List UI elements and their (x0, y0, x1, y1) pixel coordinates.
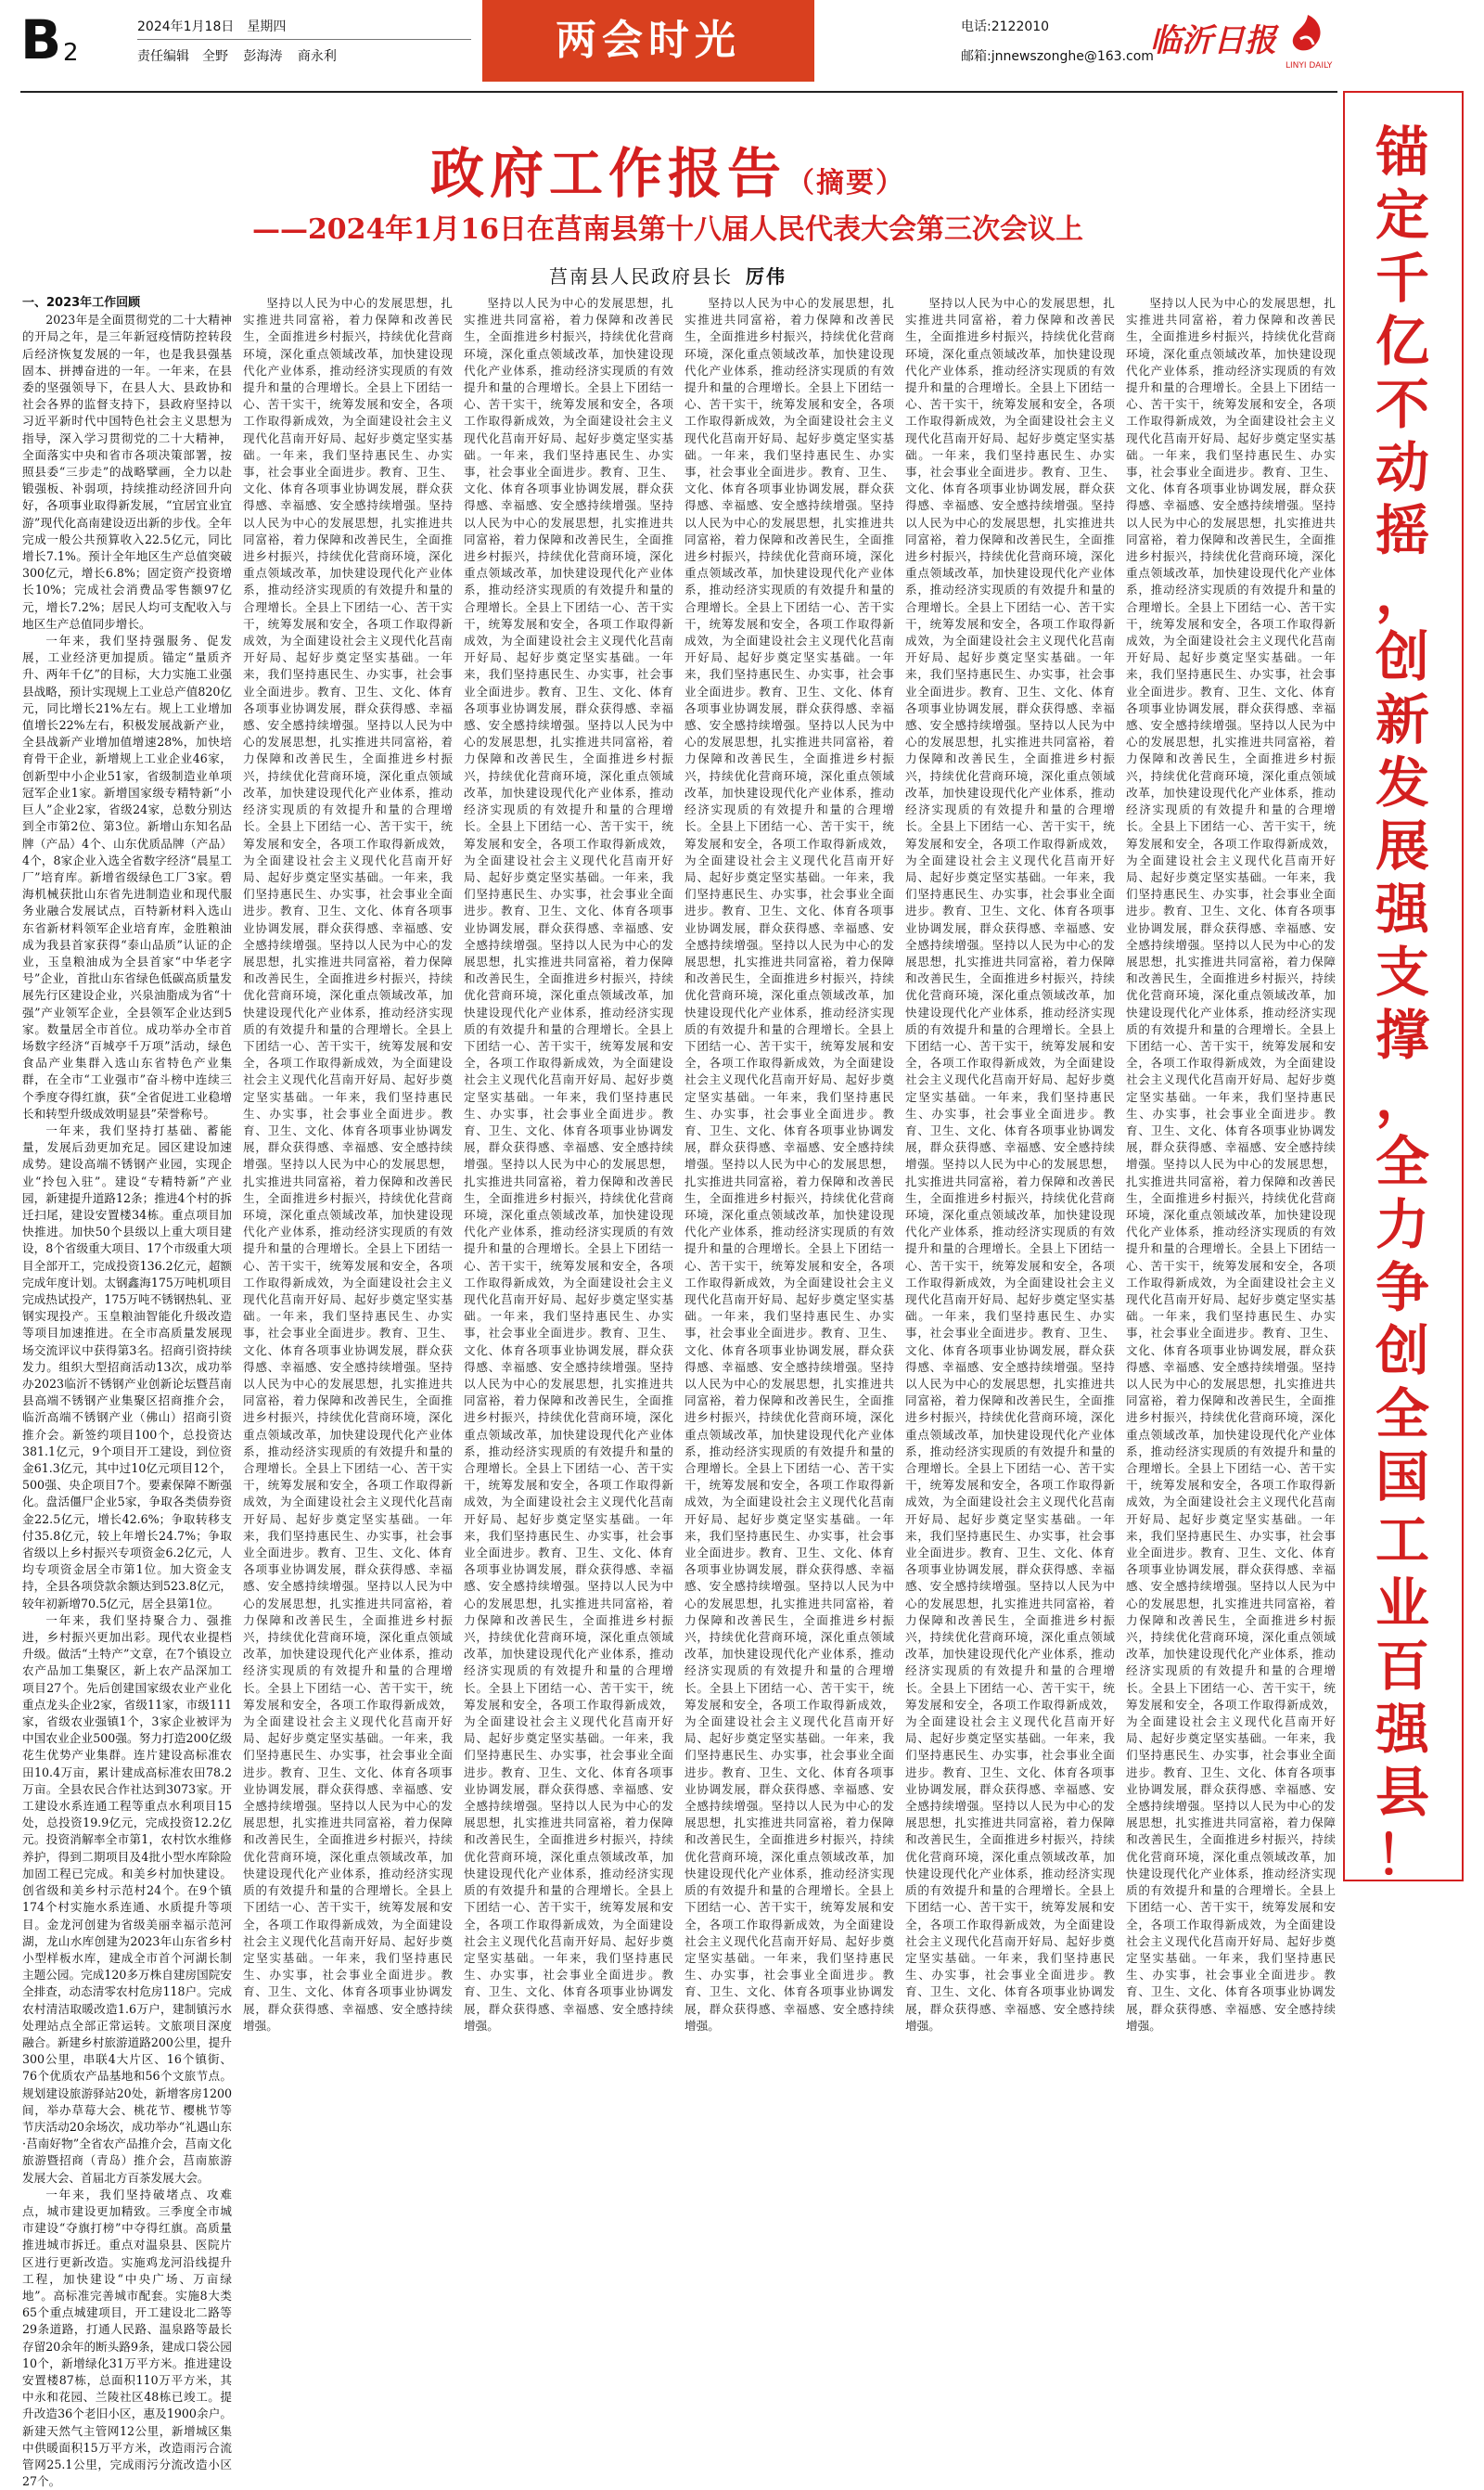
author-role: 莒南县人民政府县长 (549, 265, 733, 288)
slogan-char: 争 (1375, 1256, 1429, 1319)
column-4 (684, 295, 894, 2033)
top-rule (20, 91, 1337, 93)
slogan-char: 力 (1375, 1193, 1429, 1256)
column-2 (243, 295, 453, 2033)
newspaper-name: 临沂日报 (1150, 22, 1276, 59)
title-main: 政府工作报告 (429, 142, 787, 205)
slogan-char: 创 (1375, 625, 1429, 688)
slogan-char: 强 (1375, 878, 1429, 941)
issue-date: 2024年1月18日 星期四 (137, 19, 287, 34)
slogan-char: 千 (1375, 247, 1429, 310)
paragraph: 一年来，我们坚持打基础、蓄能量，发展后劲更加充足。园区建设加速成势。建设高端不锈钢产业园，实现企业“拎包入驻”。建设“专精特新”产业园，新建提升道路12条；推进4个村的拆迁扫尾，建设安置楼34栋。重点项目加快推进。加快50个县级以上重大项目建设，8个省级重大项目、17个市级重大项目全部开工，完成投资136.2亿元，超额完成年度计划。太钢鑫海175万吨机项目完成热试投产，175万吨不锈钢热轧、亚钢实现投产。玉皇粮油智能化升级改造等项目加速推进。在全市高质量发展现场交流评议中获得第3名。招商引资持续发力。组织大型招商活动13次，成功举办2023临沂不锈钢产业创新论坛暨莒南县高端不锈钢产业集聚区招商推介会，临沂高端不锈钢产业（佛山）招商引资推介会。新签约项目100个，总投资达381.1亿元，9个项目开工建设，到位资金61.3亿元，其中过10亿元项目12个，500强、央企项目7个。要素保障不断强化。盘活僵尸企业5家，争取各类债券资金22.5亿元，增长42.6%；争取转移支付35.8亿元，较上年增长24.7%；争取省级以上乡村振兴专项资金6.2亿元，人均专项资金居全市第1位。加大资金支持，全县各项贷款余额达到523.8亿元，较年初新增70.5亿元，居全县第1位。 (22, 1123, 232, 1611)
slogan-char: 锚 (1375, 121, 1429, 184)
slogan-char: ！ (1375, 1824, 1429, 1887)
paragraph: 一年来，我们坚持聚合力、强推进，乡村振兴更加出彩。现代农业提档升级。做活“土特产”文章，在7个镇设立农产品加工集聚区，新上农产品深加工项目27个。先后创建国家级农业产业化重点龙头企业2家，省级11家，市级111家，省级农业强镇1个，3家企业被评为中国农业企业500强。努力打造200亿级花生优势产业集群。连片建设高标准农田10.4万亩，累计建成高标准农田78.2万亩。全县农民合作社达到3073家。开工建设水系连通工程等重点水利项目15处，总投资19.9亿元，完成投资12.2亿元。投资消解率全市第1，农村饮水维修养护，得到二期项目及4批小型水库除险加固工程已完成。和美乡村加快建设。创省级和美乡村示范村24个。在9个镇174个村实施水系连通、水质提升等项目。金龙河创建为省级美丽幸福示范河湖，龙山水库创建为2023年山东省乡村小型样板水库，建成全市首个河湖长制主题公园。完成120多万株自建房国院安全排查，动态清零农村危房118户。完成农村清洁取暖改造1.6万户，建制镇污水处理站点全部正常运转。文旅项目深度融合。新建乡村旅游道路200公里，提升300公里，串联4大片区、16个镇街、76个优质农产品基地和56个文旅节点。规划建设旅游驿站20处，新增客房1200间，举办草莓大会、桃花节、樱桃节等节庆活动20余场次，成功举办“礼遇山东·莒南好物”全省农产品推介会，莒南文化旅游暨招商（青岛）推介会，莒南旅游发展大会、首届北方百茶发展大会。 (22, 1612, 232, 2185)
slogan-char: 摇 (1375, 499, 1429, 562)
paragraph: 坚持以人民为中心的发展思想，扎实推进共同富裕，着力保障和改善民生，全面推进乡村振兴，持续优化营商环境，深化重点领域改革，加快建设现代化产业体系，推动经济实现质的有效提升和量的合理增长。全县上下团结一心、苦干实干，统筹发展和安全，各项工作取得新成效，为全面建设社会主义现代化莒南开好局、起好步奠定坚实基础。一年来，我们坚持惠民生、办实事，社会事业全面进步。教育、卫生、文化、体育各项事业协调发展，群众获得感、幸福感、安全感持续增强。坚持以人民为中心的发展思想，扎实推进共同富裕，着力保障和改善民生，全面推进乡村振兴，持续优化营商环境，深化重点领域改革，加快建设现代化产业体系，推动经济实现质的有效提升和量的合理增长。全县上下团结一心、苦干实干，统筹发展和安全，各项工作取得新成效，为全面建设社会主义现代化莒南开好局、起好步奠定坚实基础。一年来，我们坚持惠民生、办实事，社会事业全面进步。教育、卫生、文化、体育各项事业协调发展，群众获得感、幸福感、安全感持续增强。坚持以人民为中心的发展思想，扎实推进共同富裕，着力保障和改善民生，全面推进乡村振兴，持续优化营商环境，深化重点领域改革，加快建设现代化产业体系，推动经济实现质的有效提升和量的合理增长。全县上下团结一心、苦干实干，统筹发展和安全，各项工作取得新成效，为全面建设社会主义现代化莒南开好局、起好步奠定坚实基础。一年来，我们坚持惠民生、办实事，社会事业全面进步。教育、卫生、文化、体育各项事业协调发展，群众获得感、幸福感、安全感持续增强。坚持以人民为中心的发展思想，扎实推进共同富裕，着力保障和改善民生，全面推进乡村振兴，持续优化营商环境，深化重点领域改革，加快建设现代化产业体系，推动经济实现质的有效提升和量的合理增长。全县上下团结一心、苦干实干，统筹发展和安全，各项工作取得新成效，为全面建设社会主义现代化莒南开好局、起好步奠定坚实基础。一年来，我们坚持惠民生、办实事，社会事业全面进步。教育、卫生、文化、体育各项事业协调发展，群众获得感、幸福感、安全感持续增强。坚持以人民为中心的发展思想，扎实推进共同富裕，着力保障和改善民生，全面推进乡村振兴，持续优化营商环境，深化重点领域改革，加快建设现代化产业体系，推动经济实现质的有效提升和量的合理增长。全县上下团结一心、苦干实干，统筹发展和安全，各项工作取得新成效，为全面建设社会主义现代化莒南开好局、起好步奠定坚实基础。一年来，我们坚持惠民生、办实事，社会事业全面进步。教育、卫生、文化、体育各项事业协调发展，群众获得感、幸福感、安全感持续增强。坚持以人民为中心的发展思想，扎实推进共同富裕，着力保障和改善民生，全面推进乡村振兴，持续优化营商环境，深化重点领域改革，加快建设现代化产业体系，推动经济实现质的有效提升和量的合理增长。全县上下团结一心、苦干实干，统筹发展和安全，各项工作取得新成效，为全面建设社会主义现代化莒南开好局、起好步奠定坚实基础。一年来，我们坚持惠民生、办实事，社会事业全面进步。教育、卫生、文化、体育各项事业协调发展，群众获得感、幸福感、安全感持续增强。坚持以人民为中心的发展思想，扎实推进共同富裕，着力保障和改善民生，全面推进乡村振兴，持续优化营商环境，深化重点领域改革，加快建设现代化产业体系，推动经济实现质的有效提升和量的合理增长。全县上下团结一心、苦干实干，统筹发展和安全，各项工作取得新成效，为全面建设社会主义现代化莒南开好局、起好步奠定坚实基础。一年来，我们坚持惠民生、办实事，社会事业全面进步。教育、卫生、文化、体育各项事业协调发展，群众获得感、幸福感、安全感持续增强。坚持以人民为中心的发展思想，扎实推进共同富裕，着力保障和改善民生，全面推进乡村振兴，持续优化营商环境，深化重点领域改革，加快建设现代化产业体系，推动经济实现质的有效提升和量的合理增长。全县上下团结一心、苦干实干，统筹发展和安全，各项工作取得新成效，为全面建设社会主义现代化莒南开好局、起好步奠定坚实基础。一年来，我们坚持惠民生、办实事，社会事业全面进步。教育、卫生、文化、体育各项事业协调发展，群众获得感、幸福感、安全感持续增强。 (243, 296, 453, 2033)
slogan-char: 工 (1375, 1508, 1429, 1572)
article-body (22, 295, 1337, 2489)
slogan-char: 发 (1375, 751, 1429, 815)
slogan-char: 新 (1375, 688, 1429, 751)
article-title (0, 130, 1336, 208)
column-3 (464, 295, 673, 2033)
slogan-char: 县 (1375, 1761, 1429, 1824)
column-6 (1126, 295, 1336, 2033)
column-5 (905, 295, 1115, 2033)
page-letter: B (20, 8, 62, 71)
newspaper-sub: LINYI DAILY (1286, 61, 1333, 71)
section-heading: 一、2023年工作回顾 (22, 296, 141, 310)
slogan-char: 展 (1375, 815, 1429, 878)
editors (137, 46, 348, 65)
paragraph: 2023年是全面贯彻党的二十大精神的开局之年，是三年新冠疫情防控转段后经济恢复发展的一年，也是我县强基固本、拼搏奋进的一年。一年来，在县委的坚强领导下，在县人大、县政协和社会各界的监督支持下，县政府坚持以习近平新时代中国特色社会主义思想为指导，深入学习贯彻党的二十大精神，全面落实中央和省市各项决策部署，按照县委“三步走”的战略擘画，全力以赴锻强板、补弱项，持续推动经济回升向好，各项事业取得新发展，“宜居宜业宜游”现代化高南建设迈出新的步伐。全年完成一般公共预算收入22.5亿元，同比增长7.1%。预计全年地区生产总值突破300亿元，增长6.8%；固定资产投资增长10%；完成社会消费品零售额97亿元，增长7.2%；居民人均可支配收入与地区生产总值同步增长。 (22, 313, 232, 631)
slogan-char: 全 (1375, 1382, 1429, 1445)
section-banner: 两会时光 (482, 0, 814, 82)
article-author (0, 262, 1336, 289)
author-name: 厉伟 (746, 265, 787, 288)
page-header (0, 0, 1484, 93)
header-divider (137, 39, 471, 40)
sidebar-slogan (1356, 121, 1449, 1887)
slogan-char: 业 (1375, 1572, 1429, 1635)
page-number: 2 (63, 39, 79, 67)
slogan-char: 全 (1375, 1130, 1429, 1193)
slogan-char: 支 (1375, 941, 1429, 1004)
editor: 商永利 (297, 49, 337, 64)
article-subtitle: ——2024年1月16日在莒南县第十八届人民代表大会第三次会议上 (251, 213, 1084, 246)
page-number-box (20, 8, 79, 71)
paragraph: 一年来，我们坚持强服务、促发展，工业经济更加提质。锚定“量质齐升、两年千亿”的目标，大力实施工业强县战略，预计实现规上工业总产值820亿元，同比增长21%左右。规上工业增加值增长22%左右，积极发展战新产业，全县战新产业增加值增速28%，加快培育骨干企业，新增规上工业企业46家，创新型中小企业51家，省级制造业单项冠军企业1家。新增国家级专精特新“小巨人”企业2家，省级24家，总数分别达到全市第2位、第3位。新增山东知名品牌（产品）4个、山东优质品牌（产品）4个，8家企业入选全省数字经济“晨星工厂”培育库。新增省级绿色工厂3家。碧海机械获批山东省先进制造业和现代服务业融合发展试点，百特新材料入选山东省新材料领军企业培育库，金胜粮油成为我县首家获得“泰山品质”认证的企业，玉皇粮油成为全县首家“中华老字号”企业，首批山东省绿色低碳高质量发展先行区建设企业，兴泉油脂成为省“十强”产业领军企业，全县领军企业达到5家。数量居全市首位。成功举办全市首场数字经济“百城亭千万项”活动，绿色食品产业集群入选山东省特色产业集群，在全市“工业强市”奋斗榜中连续三个季度夺得红旗，获“全省促进工业稳增长和转型升级成效明显县”荣誉称号。 (22, 634, 232, 1121)
slogan-char: ， (1375, 562, 1429, 625)
column-1 (22, 295, 232, 2489)
phone: 电话:2122010 (961, 19, 1050, 34)
slogan-char: 定 (1375, 184, 1429, 247)
paragraph: 坚持以人民为中心的发展思想，扎实推进共同富裕，着力保障和改善民生，全面推进乡村振兴，持续优化营商环境，深化重点领域改革，加快建设现代化产业体系，推动经济实现质的有效提升和量的合理增长。全县上下团结一心、苦干实干，统筹发展和安全，各项工作取得新成效，为全面建设社会主义现代化莒南开好局、起好步奠定坚实基础。一年来，我们坚持惠民生、办实事，社会事业全面进步。教育、卫生、文化、体育各项事业协调发展，群众获得感、幸福感、安全感持续增强。坚持以人民为中心的发展思想，扎实推进共同富裕，着力保障和改善民生，全面推进乡村振兴，持续优化营商环境，深化重点领域改革，加快建设现代化产业体系，推动经济实现质的有效提升和量的合理增长。全县上下团结一心、苦干实干，统筹发展和安全，各项工作取得新成效，为全面建设社会主义现代化莒南开好局、起好步奠定坚实基础。一年来，我们坚持惠民生、办实事，社会事业全面进步。教育、卫生、文化、体育各项事业协调发展，群众获得感、幸福感、安全感持续增强。坚持以人民为中心的发展思想，扎实推进共同富裕，着力保障和改善民生，全面推进乡村振兴，持续优化营商环境，深化重点领域改革，加快建设现代化产业体系，推动经济实现质的有效提升和量的合理增长。全县上下团结一心、苦干实干，统筹发展和安全，各项工作取得新成效，为全面建设社会主义现代化莒南开好局、起好步奠定坚实基础。一年来，我们坚持惠民生、办实事，社会事业全面进步。教育、卫生、文化、体育各项事业协调发展，群众获得感、幸福感、安全感持续增强。坚持以人民为中心的发展思想，扎实推进共同富裕，着力保障和改善民生，全面推进乡村振兴，持续优化营商环境，深化重点领域改革，加快建设现代化产业体系，推动经济实现质的有效提升和量的合理增长。全县上下团结一心、苦干实干，统筹发展和安全，各项工作取得新成效，为全面建设社会主义现代化莒南开好局、起好步奠定坚实基础。一年来，我们坚持惠民生、办实事，社会事业全面进步。教育、卫生、文化、体育各项事业协调发展，群众获得感、幸福感、安全感持续增强。坚持以人民为中心的发展思想，扎实推进共同富裕，着力保障和改善民生，全面推进乡村振兴，持续优化营商环境，深化重点领域改革，加快建设现代化产业体系，推动经济实现质的有效提升和量的合理增长。全县上下团结一心、苦干实干，统筹发展和安全，各项工作取得新成效，为全面建设社会主义现代化莒南开好局、起好步奠定坚实基础。一年来，我们坚持惠民生、办实事，社会事业全面进步。教育、卫生、文化、体育各项事业协调发展，群众获得感、幸福感、安全感持续增强。坚持以人民为中心的发展思想，扎实推进共同富裕，着力保障和改善民生，全面推进乡村振兴，持续优化营商环境，深化重点领域改革，加快建设现代化产业体系，推动经济实现质的有效提升和量的合理增长。全县上下团结一心、苦干实干，统筹发展和安全，各项工作取得新成效，为全面建设社会主义现代化莒南开好局、起好步奠定坚实基础。一年来，我们坚持惠民生、办实事，社会事业全面进步。教育、卫生、文化、体育各项事业协调发展，群众获得感、幸福感、安全感持续增强。坚持以人民为中心的发展思想，扎实推进共同富裕，着力保障和改善民生，全面推进乡村振兴，持续优化营商环境，深化重点领域改革，加快建设现代化产业体系，推动经济实现质的有效提升和量的合理增长。全县上下团结一心、苦干实干，统筹发展和安全，各项工作取得新成效，为全面建设社会主义现代化莒南开好局、起好步奠定坚实基础。一年来，我们坚持惠民生、办实事，社会事业全面进步。教育、卫生、文化、体育各项事业协调发展，群众获得感、幸福感、安全感持续增强。坚持以人民为中心的发展思想，扎实推进共同富裕，着力保障和改善民生，全面推进乡村振兴，持续优化营商环境，深化重点领域改革，加快建设现代化产业体系，推动经济实现质的有效提升和量的合理增长。全县上下团结一心、苦干实干，统筹发展和安全，各项工作取得新成效，为全面建设社会主义现代化莒南开好局、起好步奠定坚实基础。一年来，我们坚持惠民生、办实事，社会事业全面进步。教育、卫生、文化、体育各项事业协调发展，群众获得感、幸福感、安全感持续增强。 (905, 296, 1115, 2033)
editor: 彭海涛 (243, 49, 283, 64)
paragraph: 坚持以人民为中心的发展思想，扎实推进共同富裕，着力保障和改善民生，全面推进乡村振兴，持续优化营商环境，深化重点领域改革，加快建设现代化产业体系，推动经济实现质的有效提升和量的合理增长。全县上下团结一心、苦干实干，统筹发展和安全，各项工作取得新成效，为全面建设社会主义现代化莒南开好局、起好步奠定坚实基础。一年来，我们坚持惠民生、办实事，社会事业全面进步。教育、卫生、文化、体育各项事业协调发展，群众获得感、幸福感、安全感持续增强。坚持以人民为中心的发展思想，扎实推进共同富裕，着力保障和改善民生，全面推进乡村振兴，持续优化营商环境，深化重点领域改革，加快建设现代化产业体系，推动经济实现质的有效提升和量的合理增长。全县上下团结一心、苦干实干，统筹发展和安全，各项工作取得新成效，为全面建设社会主义现代化莒南开好局、起好步奠定坚实基础。一年来，我们坚持惠民生、办实事，社会事业全面进步。教育、卫生、文化、体育各项事业协调发展，群众获得感、幸福感、安全感持续增强。坚持以人民为中心的发展思想，扎实推进共同富裕，着力保障和改善民生，全面推进乡村振兴，持续优化营商环境，深化重点领域改革，加快建设现代化产业体系，推动经济实现质的有效提升和量的合理增长。全县上下团结一心、苦干实干，统筹发展和安全，各项工作取得新成效，为全面建设社会主义现代化莒南开好局、起好步奠定坚实基础。一年来，我们坚持惠民生、办实事，社会事业全面进步。教育、卫生、文化、体育各项事业协调发展，群众获得感、幸福感、安全感持续增强。坚持以人民为中心的发展思想，扎实推进共同富裕，着力保障和改善民生，全面推进乡村振兴，持续优化营商环境，深化重点领域改革，加快建设现代化产业体系，推动经济实现质的有效提升和量的合理增长。全县上下团结一心、苦干实干，统筹发展和安全，各项工作取得新成效，为全面建设社会主义现代化莒南开好局、起好步奠定坚实基础。一年来，我们坚持惠民生、办实事，社会事业全面进步。教育、卫生、文化、体育各项事业协调发展，群众获得感、幸福感、安全感持续增强。坚持以人民为中心的发展思想，扎实推进共同富裕，着力保障和改善民生，全面推进乡村振兴，持续优化营商环境，深化重点领域改革，加快建设现代化产业体系，推动经济实现质的有效提升和量的合理增长。全县上下团结一心、苦干实干，统筹发展和安全，各项工作取得新成效，为全面建设社会主义现代化莒南开好局、起好步奠定坚实基础。一年来，我们坚持惠民生、办实事，社会事业全面进步。教育、卫生、文化、体育各项事业协调发展，群众获得感、幸福感、安全感持续增强。坚持以人民为中心的发展思想，扎实推进共同富裕，着力保障和改善民生，全面推进乡村振兴，持续优化营商环境，深化重点领域改革，加快建设现代化产业体系，推动经济实现质的有效提升和量的合理增长。全县上下团结一心、苦干实干，统筹发展和安全，各项工作取得新成效，为全面建设社会主义现代化莒南开好局、起好步奠定坚实基础。一年来，我们坚持惠民生、办实事，社会事业全面进步。教育、卫生、文化、体育各项事业协调发展，群众获得感、幸福感、安全感持续增强。坚持以人民为中心的发展思想，扎实推进共同富裕，着力保障和改善民生，全面推进乡村振兴，持续优化营商环境，深化重点领域改革，加快建设现代化产业体系，推动经济实现质的有效提升和量的合理增长。全县上下团结一心、苦干实干，统筹发展和安全，各项工作取得新成效，为全面建设社会主义现代化莒南开好局、起好步奠定坚实基础。一年来，我们坚持惠民生、办实事，社会事业全面进步。教育、卫生、文化、体育各项事业协调发展，群众获得感、幸福感、安全感持续增强。坚持以人民为中心的发展思想，扎实推进共同富裕，着力保障和改善民生，全面推进乡村振兴，持续优化营商环境，深化重点领域改革，加快建设现代化产业体系，推动经济实现质的有效提升和量的合理增长。全县上下团结一心、苦干实干，统筹发展和安全，各项工作取得新成效，为全面建设社会主义现代化莒南开好局、起好步奠定坚实基础。一年来，我们坚持惠民生、办实事，社会事业全面进步。教育、卫生、文化、体育各项事业协调发展，群众获得感、幸福感、安全感持续增强。 (684, 296, 894, 2033)
slogan-char: 百 (1375, 1635, 1429, 1698)
slogan-char: 国 (1375, 1445, 1429, 1508)
email: 邮箱:jnnewszonghe@163.com (961, 49, 1154, 64)
newspaper-logo (1150, 7, 1336, 72)
paragraph: 坚持以人民为中心的发展思想，扎实推进共同富裕，着力保障和改善民生，全面推进乡村振兴，持续优化营商环境，深化重点领域改革，加快建设现代化产业体系，推动经济实现质的有效提升和量的合理增长。全县上下团结一心、苦干实干，统筹发展和安全，各项工作取得新成效，为全面建设社会主义现代化莒南开好局、起好步奠定坚实基础。一年来，我们坚持惠民生、办实事，社会事业全面进步。教育、卫生、文化、体育各项事业协调发展，群众获得感、幸福感、安全感持续增强。坚持以人民为中心的发展思想，扎实推进共同富裕，着力保障和改善民生，全面推进乡村振兴，持续优化营商环境，深化重点领域改革，加快建设现代化产业体系，推动经济实现质的有效提升和量的合理增长。全县上下团结一心、苦干实干，统筹发展和安全，各项工作取得新成效，为全面建设社会主义现代化莒南开好局、起好步奠定坚实基础。一年来，我们坚持惠民生、办实事，社会事业全面进步。教育、卫生、文化、体育各项事业协调发展，群众获得感、幸福感、安全感持续增强。坚持以人民为中心的发展思想，扎实推进共同富裕，着力保障和改善民生，全面推进乡村振兴，持续优化营商环境，深化重点领域改革，加快建设现代化产业体系，推动经济实现质的有效提升和量的合理增长。全县上下团结一心、苦干实干，统筹发展和安全，各项工作取得新成效，为全面建设社会主义现代化莒南开好局、起好步奠定坚实基础。一年来，我们坚持惠民生、办实事，社会事业全面进步。教育、卫生、文化、体育各项事业协调发展，群众获得感、幸福感、安全感持续增强。坚持以人民为中心的发展思想，扎实推进共同富裕，着力保障和改善民生，全面推进乡村振兴，持续优化营商环境，深化重点领域改革，加快建设现代化产业体系，推动经济实现质的有效提升和量的合理增长。全县上下团结一心、苦干实干，统筹发展和安全，各项工作取得新成效，为全面建设社会主义现代化莒南开好局、起好步奠定坚实基础。一年来，我们坚持惠民生、办实事，社会事业全面进步。教育、卫生、文化、体育各项事业协调发展，群众获得感、幸福感、安全感持续增强。坚持以人民为中心的发展思想，扎实推进共同富裕，着力保障和改善民生，全面推进乡村振兴，持续优化营商环境，深化重点领域改革，加快建设现代化产业体系，推动经济实现质的有效提升和量的合理增长。全县上下团结一心、苦干实干，统筹发展和安全，各项工作取得新成效，为全面建设社会主义现代化莒南开好局、起好步奠定坚实基础。一年来，我们坚持惠民生、办实事，社会事业全面进步。教育、卫生、文化、体育各项事业协调发展，群众获得感、幸福感、安全感持续增强。坚持以人民为中心的发展思想，扎实推进共同富裕，着力保障和改善民生，全面推进乡村振兴，持续优化营商环境，深化重点领域改革，加快建设现代化产业体系，推动经济实现质的有效提升和量的合理增长。全县上下团结一心、苦干实干，统筹发展和安全，各项工作取得新成效，为全面建设社会主义现代化莒南开好局、起好步奠定坚实基础。一年来，我们坚持惠民生、办实事，社会事业全面进步。教育、卫生、文化、体育各项事业协调发展，群众获得感、幸福感、安全感持续增强。坚持以人民为中心的发展思想，扎实推进共同富裕，着力保障和改善民生，全面推进乡村振兴，持续优化营商环境，深化重点领域改革，加快建设现代化产业体系，推动经济实现质的有效提升和量的合理增长。全县上下团结一心、苦干实干，统筹发展和安全，各项工作取得新成效，为全面建设社会主义现代化莒南开好局、起好步奠定坚实基础。一年来，我们坚持惠民生、办实事，社会事业全面进步。教育、卫生、文化、体育各项事业协调发展，群众获得感、幸福感、安全感持续增强。坚持以人民为中心的发展思想，扎实推进共同富裕，着力保障和改善民生，全面推进乡村振兴，持续优化营商环境，深化重点领域改革，加快建设现代化产业体系，推动经济实现质的有效提升和量的合理增长。全县上下团结一心、苦干实干，统筹发展和安全，各项工作取得新成效，为全面建设社会主义现代化莒南开好局、起好步奠定坚实基础。一年来，我们坚持惠民生、办实事，社会事业全面进步。教育、卫生、文化、体育各项事业协调发展，群众获得感、幸福感、安全感持续增强。 (1126, 296, 1336, 2033)
flower-logo-icon (1284, 11, 1332, 59)
slogan-char: 撑 (1375, 1004, 1429, 1067)
slogan-char: 强 (1375, 1698, 1429, 1761)
slogan-char: 动 (1375, 436, 1429, 499)
paragraph: 一年来，我们坚持破堵点、攻难点，城市建设更加精致。三季度全市城市建设“夺旗打榜”中夺得红旗。高质量推进城市拆迁。重点对温泉县、医院片区进行更新改造。实施鸡龙河沿线提升工程，加快建设“中央广场、万亩绿地”。高标准完善城市配套。实施8大类65个重点城建项目，开工建设北二路等29条道路，打通人民路、温泉路等最长存留20余年的断头路9条，建成口袋公园10个，新增绿化31万平方米。推进建设安置楼87栋，总面积110万平方米，其中永和花园、兰陵社区48栋已竣工。提升改造36个老旧小区，惠及1900余户。新建天然气主管网12公里，新增城区集中供暖面积15万平方米，改造雨污合流管网25.1公里，完成雨污分流改造小区27个。 (22, 2187, 232, 2489)
slogan-char: 不 (1375, 373, 1429, 436)
slogan-char: 亿 (1375, 310, 1429, 373)
paragraph: 坚持以人民为中心的发展思想，扎实推进共同富裕，着力保障和改善民生，全面推进乡村振兴，持续优化营商环境，深化重点领域改革，加快建设现代化产业体系，推动经济实现质的有效提升和量的合理增长。全县上下团结一心、苦干实干，统筹发展和安全，各项工作取得新成效，为全面建设社会主义现代化莒南开好局、起好步奠定坚实基础。一年来，我们坚持惠民生、办实事，社会事业全面进步。教育、卫生、文化、体育各项事业协调发展，群众获得感、幸福感、安全感持续增强。坚持以人民为中心的发展思想，扎实推进共同富裕，着力保障和改善民生，全面推进乡村振兴，持续优化营商环境，深化重点领域改革，加快建设现代化产业体系，推动经济实现质的有效提升和量的合理增长。全县上下团结一心、苦干实干，统筹发展和安全，各项工作取得新成效，为全面建设社会主义现代化莒南开好局、起好步奠定坚实基础。一年来，我们坚持惠民生、办实事，社会事业全面进步。教育、卫生、文化、体育各项事业协调发展，群众获得感、幸福感、安全感持续增强。坚持以人民为中心的发展思想，扎实推进共同富裕，着力保障和改善民生，全面推进乡村振兴，持续优化营商环境，深化重点领域改革，加快建设现代化产业体系，推动经济实现质的有效提升和量的合理增长。全县上下团结一心、苦干实干，统筹发展和安全，各项工作取得新成效，为全面建设社会主义现代化莒南开好局、起好步奠定坚实基础。一年来，我们坚持惠民生、办实事，社会事业全面进步。教育、卫生、文化、体育各项事业协调发展，群众获得感、幸福感、安全感持续增强。坚持以人民为中心的发展思想，扎实推进共同富裕，着力保障和改善民生，全面推进乡村振兴，持续优化营商环境，深化重点领域改革，加快建设现代化产业体系，推动经济实现质的有效提升和量的合理增长。全县上下团结一心、苦干实干，统筹发展和安全，各项工作取得新成效，为全面建设社会主义现代化莒南开好局、起好步奠定坚实基础。一年来，我们坚持惠民生、办实事，社会事业全面进步。教育、卫生、文化、体育各项事业协调发展，群众获得感、幸福感、安全感持续增强。坚持以人民为中心的发展思想，扎实推进共同富裕，着力保障和改善民生，全面推进乡村振兴，持续优化营商环境，深化重点领域改革，加快建设现代化产业体系，推动经济实现质的有效提升和量的合理增长。全县上下团结一心、苦干实干，统筹发展和安全，各项工作取得新成效，为全面建设社会主义现代化莒南开好局、起好步奠定坚实基础。一年来，我们坚持惠民生、办实事，社会事业全面进步。教育、卫生、文化、体育各项事业协调发展，群众获得感、幸福感、安全感持续增强。坚持以人民为中心的发展思想，扎实推进共同富裕，着力保障和改善民生，全面推进乡村振兴，持续优化营商环境，深化重点领域改革，加快建设现代化产业体系，推动经济实现质的有效提升和量的合理增长。全县上下团结一心、苦干实干，统筹发展和安全，各项工作取得新成效，为全面建设社会主义现代化莒南开好局、起好步奠定坚实基础。一年来，我们坚持惠民生、办实事，社会事业全面进步。教育、卫生、文化、体育各项事业协调发展，群众获得感、幸福感、安全感持续增强。坚持以人民为中心的发展思想，扎实推进共同富裕，着力保障和改善民生，全面推进乡村振兴，持续优化营商环境，深化重点领域改革，加快建设现代化产业体系，推动经济实现质的有效提升和量的合理增长。全县上下团结一心、苦干实干，统筹发展和安全，各项工作取得新成效，为全面建设社会主义现代化莒南开好局、起好步奠定坚实基础。一年来，我们坚持惠民生、办实事，社会事业全面进步。教育、卫生、文化、体育各项事业协调发展，群众获得感、幸福感、安全感持续增强。坚持以人民为中心的发展思想，扎实推进共同富裕，着力保障和改善民生，全面推进乡村振兴，持续优化营商环境，深化重点领域改革，加快建设现代化产业体系，推动经济实现质的有效提升和量的合理增长。全县上下团结一心、苦干实干，统筹发展和安全，各项工作取得新成效，为全面建设社会主义现代化莒南开好局、起好步奠定坚实基础。一年来，我们坚持惠民生、办实事，社会事业全面进步。教育、卫生、文化、体育各项事业协调发展，群众获得感、幸福感、安全感持续增强。 (464, 296, 673, 2033)
slogan-char: ， (1375, 1067, 1429, 1130)
title-note: （摘要） (787, 167, 905, 199)
slogan-char: 创 (1375, 1319, 1429, 1382)
editor: 责任编辑 全野 (137, 49, 228, 64)
